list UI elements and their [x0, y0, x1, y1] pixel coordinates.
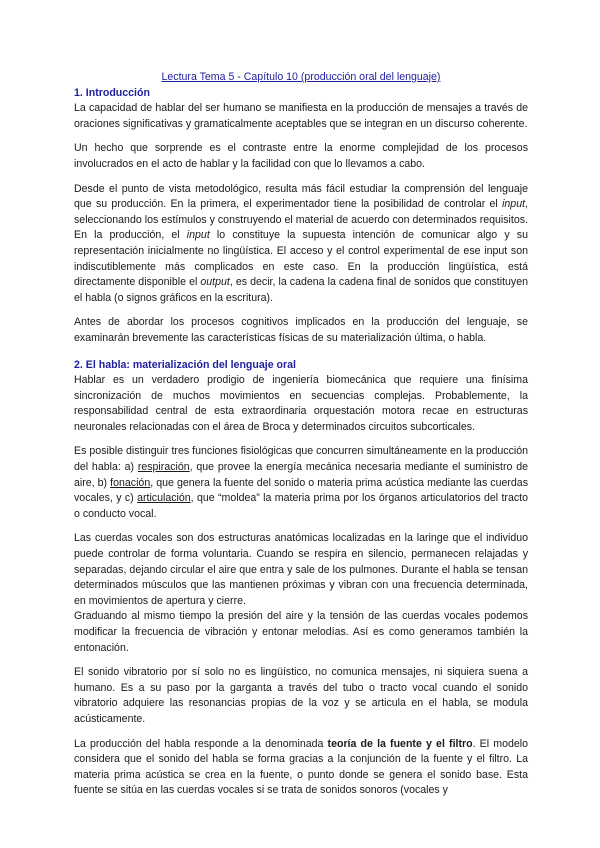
paragraph: Graduando al mismo tiempo la presión del aire y la tensión de las cuerdas vocales podemos modificar la frecuencia de vibración y entonar melodías. Así es como generamos también la entonación. [74, 610, 528, 654]
italic-term: output [200, 276, 230, 289]
paragraph [74, 737, 528, 799]
paragraph: Antes de abordar los procesos cognitivos implicados en la producción del lenguaje, se examinarán brevemente las características físicas de su materialización última, o habla. [74, 316, 528, 344]
text-run: , es decir, la cadena la cadena final de sonidos que constituyen el habla (o signos gráficos en la escritura). [74, 276, 528, 304]
text-run: . El modelo considera que el sonido del habla se forma gracias a la conjunción de la fuente y el filtro. La materia prima acústica se crea en la fuente, o punto donde se genera el sonido base. Esta fuente se sitúa en las cuerdas vocales si se trata de sonidos sonoros (vocales y [74, 737, 528, 797]
text-run: , seleccionando los estímulos y construyendo el material de acuerdo con determinados requisitos. En la producción, el [74, 198, 528, 242]
document-title: Lectura Tema 5 - Capítulo 10 (producción oral del lenguaje) [161, 71, 441, 83]
text-run: Es posible distinguir tres funciones fisiológicas que concurren simultáneamente en la producción del habla: a) [74, 445, 528, 474]
text-run: , que provee la energía mecánica necesaria mediante el suministro de aire, b) [74, 461, 528, 489]
bold-term: teoría de la fuente y el filtro [327, 737, 473, 750]
text-run: lo constituye la supuesta intención de comunicar algo y su representación inicialmente no lingüística. El acceso y el control experimental de ese input son indiscutiblemente más complicados en este caso. En la producción lingüística, está directamente disponible el [74, 229, 528, 289]
italic-term: input [502, 198, 526, 211]
paragraph: La capacidad de hablar del ser humano se manifiesta en la producción de mensajes a través de oraciones significativas y gramaticalmente aceptables que se integran en un discurso coherente. [74, 102, 528, 130]
paragraph: El sonido vibratorio por sí solo no es lingüístico, no comunica mensajes, ni siquiera suena a humano. Es a su paso por la garganta a través del tubo o tracto vocal cuando el sonido vibratorio adquiere las resonancias propias de la voz y se articula en el habla, se modula acústicamente. [74, 666, 528, 725]
paragraph [74, 182, 528, 307]
underlined-term: fonación [110, 476, 151, 489]
text-run: , que “moldea” la materia prima por los órganos articulatorios del tracto o conducto vocal. [74, 492, 528, 520]
paragraph: Un hecho que sorprende es el contraste entre la enorme complejidad de los procesos involucrados en el acto de hablar y la facilidad con que lo llevamos a cabo. [74, 142, 528, 170]
text-run: , que genera la fuente del sonido o materia prima acústica mediante las cuerdas vocales, y c) [74, 476, 528, 505]
paragraph [74, 444, 528, 522]
section-heading-habla: 2. El habla: materialización del lenguaje oral [74, 358, 296, 371]
underlined-term: respiración [137, 461, 190, 474]
section-heading-introduccion: 1. Introducción [74, 86, 150, 99]
text-run: La producción del habla responde a la denominada [74, 737, 328, 750]
document-page [74, 70, 528, 799]
italic-term: input [186, 229, 210, 242]
paragraph: Las cuerdas vocales son dos estructuras anatómicas localizadas en la laringe que el individuo puede controlar de forma voluntaria. Cuando se respira en silencio, permanecen relajadas y separadas, dejando circular el aire que entra y sale de los pulmones. Durante el habla se tensan determinados músculos que las mantienen próximas y vibran con una frecuencia determinada, en movimientos de apertura y cierre. [74, 532, 528, 607]
underlined-term: articulación [137, 492, 191, 505]
text-run: Desde el punto de vista metodológico, resulta más fácil estudiar la comprensión del lenguaje que su producción. En la primera, el experimentador tiene la posibilidad de controlar el [74, 182, 528, 211]
paragraph: Hablar es un verdadero prodigio de ingeniería biomecánica que requiere una finísima sincronización de muchos movimientos en secuencias complejas. Probablemente, la responsabilidad central de esta extraordinaria orquestación motora recae en estructuras neuronales relacionadas con el área de Broca y determinados circuitos subcorticales. [74, 374, 528, 433]
